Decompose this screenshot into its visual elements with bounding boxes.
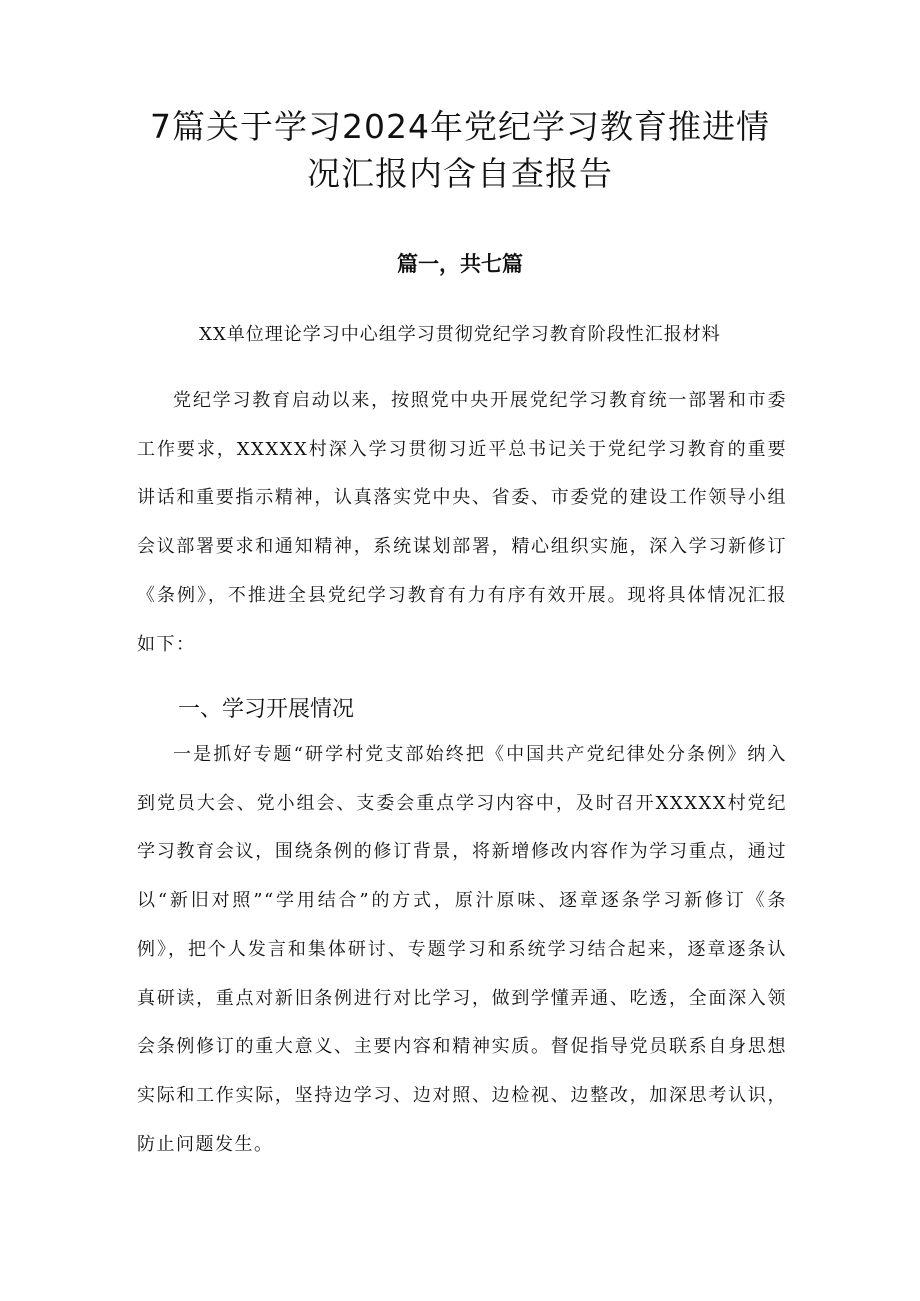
section-heading-1: 一、学习开展情况 [178, 697, 355, 722]
intro-paragraph: 党纪学习教育启动以来，按照党中央开展党纪学习教育统一部署和市委工作要求，XXXXX村深入学习贯彻习近平总书记关于党纪学习教育的重要讲话和重要指示精神，认真落实党中央、省委、市委党的建设工作领导小组会议部署要求和通知精神，系统谋划部署，精心组织实施，深入学习新修订《条例》，不推进全县党纪学习教育有力有序有效开展。现将具体情况汇报如下： [137, 390, 787, 655]
report-heading: XX单位理论学习中心组学习贯彻党纪学习教育阶段性汇报材料 [199, 324, 721, 345]
document-subtitle: 篇一，共七篇 [397, 252, 523, 276]
document-title-line-1: 7篇关于学习2024年党纪学习教育推进情 [150, 107, 770, 146]
document-title-line-2: 况汇报内含自查报告 [307, 154, 613, 193]
section-1-paragraph: 一是抓好专题“研学村党支部始终把《中国共产党纪律处分条例》纳入到党员大会、党小组会、支委会重点学习内容中，及时召开XXXXX村党纪学习教育会议，围绕条例的修订背景，将新增修改内容作为学习重点，通过以“新旧对照”“学用结合”的方式，原汁原味、逐章逐条学习新修订《条例》，把个人发言和集体研讨、专题学习和系统学习结合起来，逐章逐条认真研读，重点对新旧条例进行对比学习，做到学懂弄通、吃透，全面深入领会条例修订的重大意义、主要内容和精神实质。督促指导党员联系自身思想实际和工作实际，坚持边学习、边对照、边检视、边整改，加深思考认识，防止问题发生。 [137, 744, 787, 1155]
